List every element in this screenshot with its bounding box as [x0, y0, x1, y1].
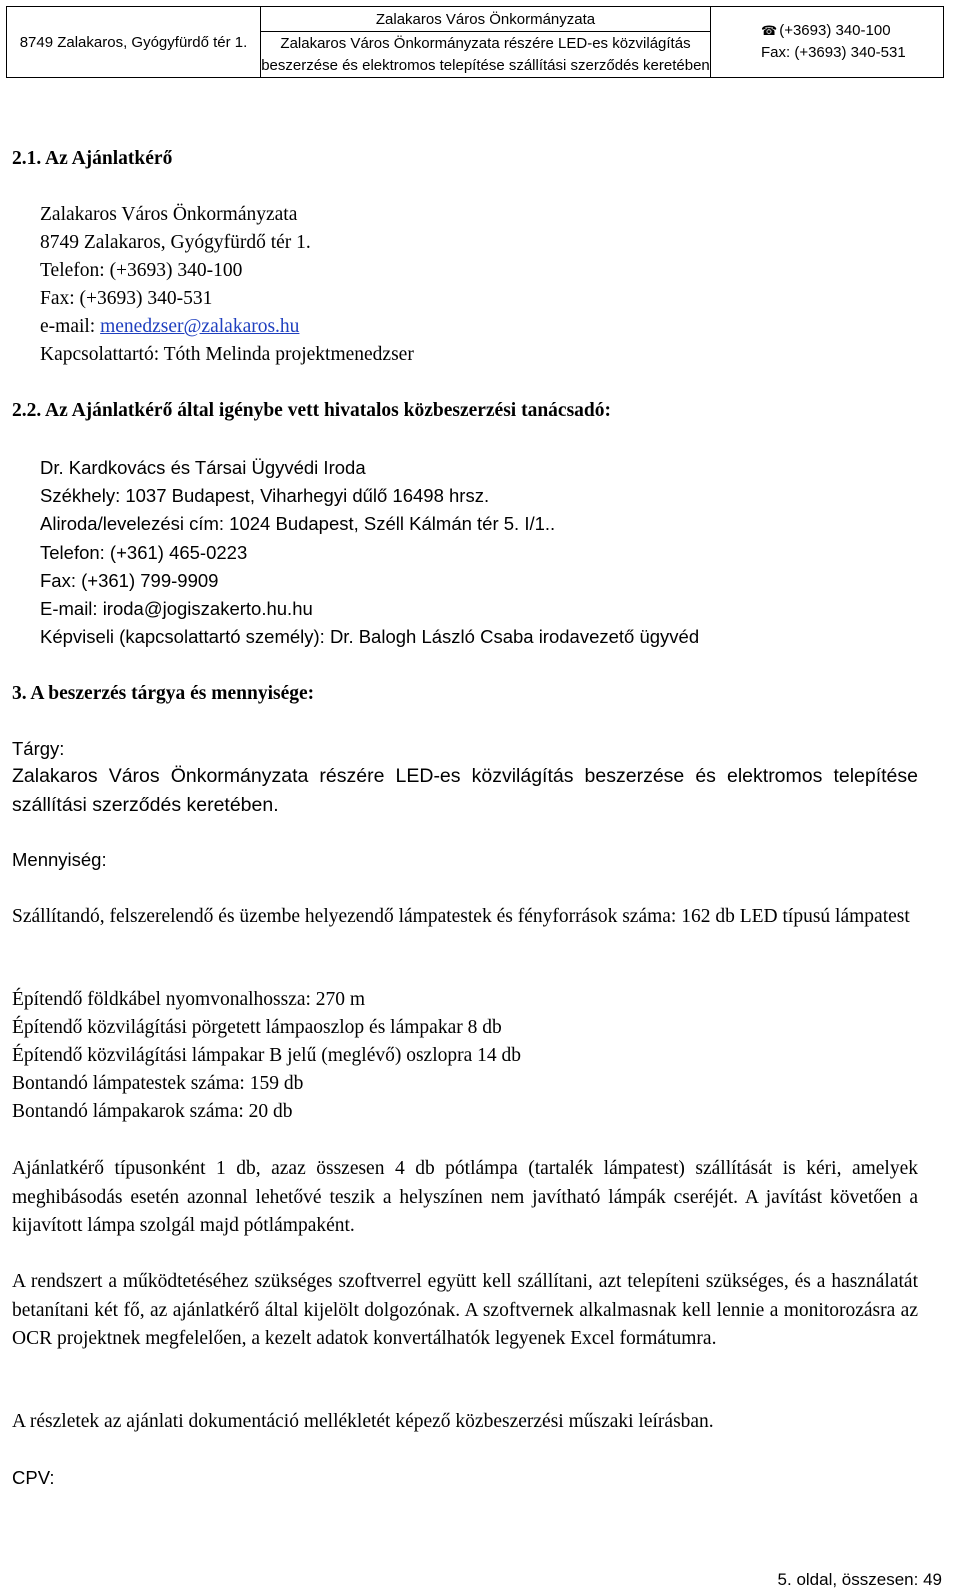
quantity-item: Bontandó lámpatestek száma: 159 db — [12, 1073, 304, 1094]
requester-name: Zalakaros Város Önkormányzata — [40, 204, 298, 225]
subject-text: Zalakaros Város Önkormányzata részére LED-es közvilágítás beszerzése és elektromos telepítése szállítási szerződés keretében. — [12, 765, 918, 816]
requester-contact: Kapcsolattartó: Tóth Melinda projektmenedzser — [40, 344, 414, 365]
header-subject-line2: beszerzése és elektromos telepítése szállítási szerződés keretében — [261, 56, 710, 74]
advisor-name: Dr. Kardkovács és Társai Ügyvédi Iroda — [40, 457, 366, 478]
header-address-cell — [7, 7, 261, 77]
document-header — [6, 6, 944, 78]
spare-lamps-paragraph: Ajánlatkérő típusonként 1 db, azaz összesen 4 db pótlámpa (tartalék lámpatest) szállítását is kéri, amelyek meghibásodás esetén azonnal lehetővé teszik a helyszínen nem javítható lámpák cseréjét. A javítást követően a kijavított lámpa szolgál majd pótlámpaként. — [12, 1158, 918, 1236]
quantity-item: Bontandó lámpakarok száma: 20 db — [12, 1101, 293, 1122]
quantity-item: Építendő közvilágítási pörgetett lámpaoszlop és lámpakar 8 db — [12, 1017, 502, 1038]
section-2-2-heading: 2.2. Az Ajánlatkérő által igénybe vett hivatalos közbeszerzési tanácsadó: — [12, 400, 612, 421]
phone-icon: ☎ — [761, 23, 778, 38]
header-address: 8749 Zalakaros, Gyógyfürdő tér 1. — [19, 33, 248, 51]
details-paragraph: A részletek az ajánlati dokumentáció mellékletét képező közbeszerzési műszaki leírásban. — [12, 1411, 714, 1432]
advisor-seat: Székhely: 1037 Budapest, Viharhegyi dűlő 16498 hrsz. — [40, 485, 490, 506]
quantity-item: Építendő közvilágítási lámpakar B jelű (meglévő) oszlopra 14 db — [12, 1045, 522, 1066]
quantity-main: Szállítandó, felszerelendő és üzembe helyezendő lámpatestek és fényforrások száma: 162 db LED típusú lámpatest — [12, 906, 910, 927]
subject-label: Tárgy: — [12, 738, 65, 759]
cpv-label: CPV: — [12, 1467, 55, 1488]
header-org: Zalakaros Város Önkormányzata — [375, 10, 596, 28]
page-number: 5. oldal, összesen: 49 — [777, 1570, 942, 1589]
requester-phone: Telefon: (+3693) 340-100 — [40, 260, 243, 281]
advisor-representative: Képviseli (kapcsolattartó személy): Dr. Balogh László Csaba irodavezető ügyvéd — [40, 626, 700, 647]
section-2-1-heading: 2.1. Az Ajánlatkérő — [12, 148, 173, 169]
software-paragraph: A rendszert a működtetéséhez szükséges szoftverrel együtt kell szállítani, azt telepíteni szükséges, és a használatát betanítani két fő, az ajánlatkérő által kijelölt dolgozónak. A szoftvernek alkalmasnak kell lennie a monitorozásra az OCR projektnek megfelelően, a kezelt adatok konvertálhatók legyenek Excel formátumra. — [12, 1271, 918, 1349]
advisor-fax: Fax: (+361) 799-9909 — [40, 570, 219, 591]
advisor-office: Aliroda/levelezési cím: 1024 Budapest, Széll Kálmán tér 5. I/1.. — [40, 513, 556, 534]
header-contact-cell — [711, 7, 943, 77]
advisor-phone: Telefon: (+361) 465-0223 — [40, 542, 248, 563]
header-fax: Fax: (+3693) 340-531 — [761, 44, 906, 61]
quantity-label: Mennyiség: — [12, 849, 107, 870]
quantity-item: Építendő földkábel nyomvonalhossza: 270 m — [12, 989, 366, 1010]
requester-fax: Fax: (+3693) 340-531 — [40, 288, 213, 309]
header-title-cell — [261, 7, 711, 77]
advisor-email: E-mail: iroda@jogiszakerto.hu.hu — [40, 598, 313, 619]
section-3-heading: 3. A beszerzés tárgya és mennyisége: — [12, 683, 315, 704]
email-label: e-mail: — [40, 316, 101, 337]
header-phone: (+3693) 340-100 — [779, 22, 891, 39]
requester-email-link[interactable]: menedzser@zalakaros.hu — [100, 316, 300, 337]
requester-email-line — [40, 315, 299, 339]
requester-address: 8749 Zalakaros, Gyógyfürdő tér 1. — [40, 232, 311, 253]
header-subject-line1: Zalakaros Város Önkormányzata részére LED-es közvilágítás — [280, 34, 691, 52]
